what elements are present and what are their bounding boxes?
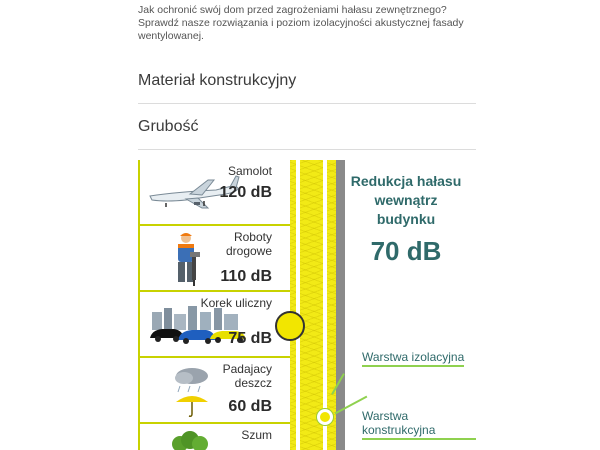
noise-item-road-works[interactable]	[140, 226, 290, 292]
noise-item-traffic[interactable]	[140, 292, 290, 358]
layer-label-construction	[362, 409, 476, 440]
layer-marker	[317, 409, 333, 425]
accordion-material[interactable]: Materiał konstrukcyjny	[138, 58, 476, 104]
noise-source-list	[138, 160, 290, 450]
noise-item-name: Szum	[241, 428, 272, 442]
noise-item-name: Padajacy deszcz	[222, 362, 272, 390]
wall-stripe	[323, 160, 327, 450]
noise-item-name: Samolot	[227, 164, 272, 178]
noise-item-rustle[interactable]	[140, 424, 290, 450]
layer-label-text: Warstwa konstrukcyjna	[362, 409, 436, 437]
noise-item-db: 110 dB	[220, 268, 272, 285]
noise-item-airplane[interactable]	[140, 160, 290, 226]
noise-item-name: Roboty drogowe	[225, 230, 272, 258]
noise-level-marker[interactable]	[275, 311, 305, 341]
content-panel	[124, 0, 476, 450]
intro-text: Jak ochronić swój dom przed zagrożeniami hałasu zewnętrznego? Sprawdź nasze rozwiązania i poziom izolacyjności akustycznej fasady wentylowanej.	[138, 4, 464, 42]
layer-label-insulation	[362, 350, 464, 367]
noise-item-db: 60 dB	[228, 398, 272, 415]
layer-label-text: Warstwa izolacyjna	[362, 350, 465, 364]
noise-item-db: 75 dB	[228, 330, 272, 347]
noise-item-rain[interactable]	[140, 358, 290, 424]
reduction-value: 70 dB	[370, 236, 442, 266]
noise-item-db: 120 dB	[219, 184, 272, 201]
accordion-thickness[interactable]: Grubość	[138, 104, 476, 150]
noise-item-name: Korek uliczny	[200, 296, 272, 310]
wall-stripe	[296, 160, 300, 450]
reduction-title: Redukcja hałasu wewnątrz budynku	[350, 173, 462, 227]
